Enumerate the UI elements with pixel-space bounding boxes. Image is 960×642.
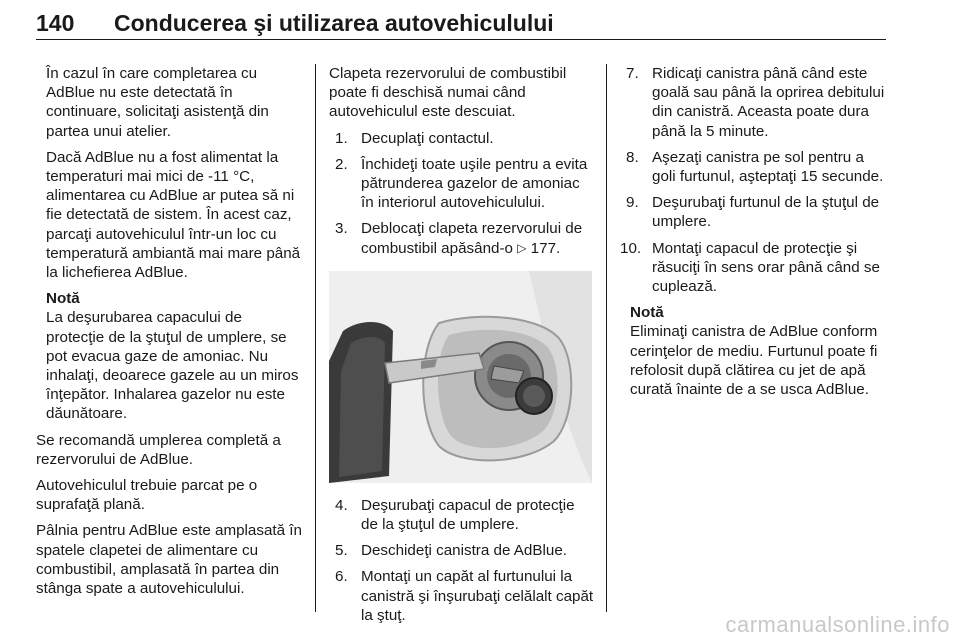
note-title: Notă <box>630 304 664 322</box>
steps-list-a <box>329 129 595 258</box>
step-text: Montaţi un capăt al furtunului la canistră şi înşurubaţi celălalt capăt la ştuţ. <box>361 568 594 624</box>
step-number: 10. <box>620 239 642 257</box>
step-1 <box>335 129 595 148</box>
step-number: 2. <box>335 155 348 173</box>
step-4 <box>335 496 595 534</box>
steps-list-b <box>329 496 595 625</box>
paragraph-intro: În cazul în care completarea cu AdBlue nu este detectată în continuare, solicitaţi asistenţă din partea unui atelier. <box>46 65 269 140</box>
page-number: 140 <box>36 10 75 36</box>
step-number: 8. <box>626 148 639 166</box>
step-8 <box>626 148 890 186</box>
column-divider-1 <box>315 64 316 612</box>
paragraph-flap: Clapeta rezervorului de combustibil poate fi deschisă numai când autovehiculul este descuiat. <box>329 65 567 121</box>
step-text: Deschideţi canistra de AdBlue. <box>361 542 567 560</box>
paragraph-park: Autovehiculul trebuie parcat pe o suprafaţă plană. <box>36 477 258 514</box>
step-text: Decuplaţi contactul. <box>361 129 494 147</box>
step-text: Montaţi capacul de protecţie şi răsuciţi în sens orar până când se cuplează. <box>652 239 880 296</box>
note-title: Notă <box>46 290 80 308</box>
page-reference: 177. <box>530 239 561 257</box>
step-2 <box>335 155 595 213</box>
step-text: Deşurubaţi capacul de protecţie de la ştuţul de umplere. <box>361 496 575 534</box>
paragraph-temperature: Dacă AdBlue nu a fost alimentat la temperaturi mai mici de -11 °C, alimentarea cu AdBlue ar putea să ni fie detectată de sistem. În acest caz, parcaţi autovehiculul într-un loc cu temperatură ambiantă mai mare până la lichefierea AdBlue. <box>46 148 301 282</box>
note-text: Eliminaţi canistra de AdBlue conform cerinţelor de mediu. Furtunul poate fi refolosit după clătirea cu jet de apă curată înainte de a se usca AdBlue. <box>630 323 878 399</box>
step-9 <box>626 193 890 231</box>
step-number: 5. <box>335 542 348 560</box>
step-number: 1. <box>335 129 348 147</box>
page-reference-arrow-icon: ▷ <box>517 240 527 255</box>
step-number: 3. <box>335 220 348 238</box>
column-1 <box>36 64 304 605</box>
note-text: La deşurubarea capacului de protecţie de la ştuţul de umplere, se pot evacua gaze de amoniac. Nu inhalaţi, deoarece gazele au un miros înţepător. Inhalarea gazelor nu este dăunătoare. <box>46 309 299 423</box>
paragraph-funnel: Pâlnia pentru AdBlue este amplasată în spatele clapetei de alimentare cu combustibil, amplasată în partea din stânga spate a autovehiculului. <box>36 522 302 598</box>
step-number: 9. <box>626 194 639 212</box>
steps-list-c <box>620 64 890 296</box>
column-2 <box>329 64 595 632</box>
watermark: carmanualsonline.info <box>725 612 950 637</box>
step-6 <box>335 567 595 625</box>
column-divider-2 <box>606 64 607 612</box>
step-10 <box>620 239 890 297</box>
step-5 <box>335 541 595 560</box>
column-3 <box>620 64 890 406</box>
page-title: Conducerea şi utilizarea autovehiculului <box>114 10 554 36</box>
step-text: Deşurubaţi furtunul de la ştuţul de umplere. <box>652 194 880 231</box>
step-3 <box>335 219 595 257</box>
step-text: Aşezaţi canistra pe sol pentru a goli furtunul, aşteptaţi 15 secunde. <box>652 148 884 186</box>
header-rule <box>36 39 886 40</box>
step-number: 7. <box>626 65 639 82</box>
step-number: 4. <box>335 496 348 514</box>
step-text: Ridicaţi canistra până când este goală sau până la oprirea debitului din canistră. Aceasta poate dura până la 5 minute. <box>652 65 885 140</box>
fuel-flap-illustration <box>329 271 592 483</box>
step-7 <box>626 64 890 141</box>
step-number: 6. <box>335 568 348 586</box>
page-header <box>36 6 936 36</box>
step-text: Deblocaţi clapeta rezervorului de combustibil apăsând-o <box>361 220 583 257</box>
step-text: Închideţi toate uşile pentru a evita pătrunderea gazelor de amoniac în interiorul autovehiculului. <box>361 155 588 212</box>
paragraph-recommend: Se recomandă umplerea completă a rezervorului de AdBlue. <box>36 431 281 468</box>
fuel-flap-photo <box>329 271 592 483</box>
